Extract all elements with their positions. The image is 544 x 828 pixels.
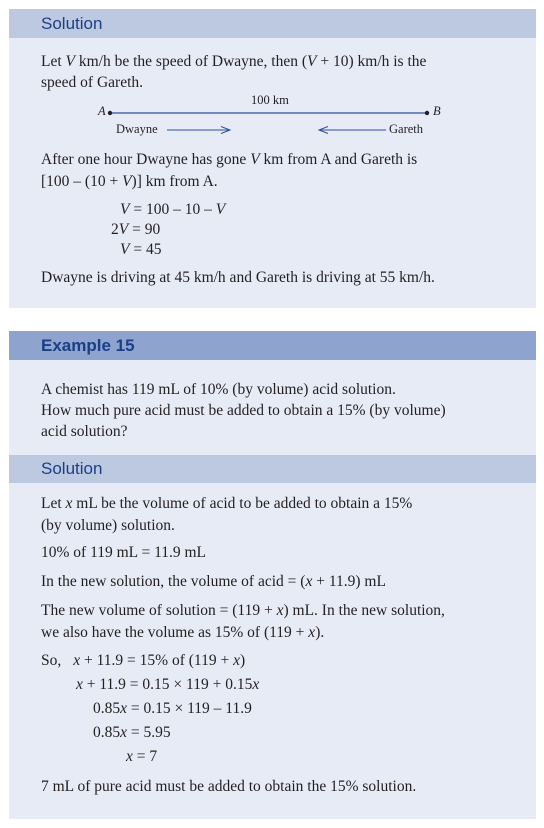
equation-1: V = 100 – 10 – V bbox=[120, 201, 226, 218]
example-line-3: acid solution? bbox=[41, 423, 128, 440]
gareth-label: Gareth bbox=[389, 122, 424, 136]
intro-line-1: Let V km/h be the speed of Dwayne, then (V + 10) km/h is the bbox=[41, 53, 427, 70]
s2-line-1: Let x mL be the volume of acid to be added to obtain a 15% bbox=[41, 495, 413, 512]
dwayne-label: Dwayne bbox=[116, 122, 158, 136]
s2-equation-3: 0.85x = 0.15 × 119 – 11.9 bbox=[93, 700, 252, 717]
s2-line-6: we also have the volume as 15% of (119 + x). bbox=[41, 624, 325, 641]
distance-diagram bbox=[9, 9, 536, 149]
s2-equation-2: x + 11.9 = 0.15 × 119 + 0.15x bbox=[76, 676, 260, 693]
equation-2: 2V = 90 bbox=[111, 221, 161, 238]
after-line-2: [100 – (10 + V)] km from A. bbox=[41, 173, 218, 190]
after-line-1: After one hour Dwayne has gone V km from A and Gareth is bbox=[41, 151, 418, 168]
example-panel bbox=[9, 331, 536, 819]
point-a-dot bbox=[108, 111, 112, 115]
s2-final: 7 mL of pure acid must be added to obtain the 15% solution. bbox=[41, 778, 417, 795]
example-line-2: How much pure acid must be added to obtain a 15% (by volume) bbox=[41, 402, 446, 419]
solution-header-2 bbox=[9, 455, 536, 483]
s2-equation-5: x = 7 bbox=[126, 748, 158, 765]
s2-line-3: 10% of 119 mL = 11.9 mL bbox=[41, 544, 207, 561]
s2-line-2: (by volume) solution. bbox=[41, 517, 175, 534]
s2-line-5: The new volume of solution = (119 + x) mL. In the new solution, bbox=[41, 602, 445, 619]
point-b-label: B bbox=[433, 104, 441, 118]
conclusion: Dwayne is driving at 45 km/h and Gareth is driving at 55 km/h. bbox=[41, 269, 435, 286]
example-heading: Example 15 bbox=[41, 336, 135, 355]
example-header bbox=[9, 331, 536, 360]
example-line-1: A chemist has 119 mL of 10% (by volume) acid solution. bbox=[41, 381, 396, 398]
distance-label: 100 km bbox=[251, 93, 289, 107]
point-a-label: A bbox=[98, 104, 106, 118]
s2-equation-4: 0.85x = 5.95 bbox=[93, 724, 171, 741]
point-b-dot bbox=[425, 111, 429, 115]
s2-line-4: In the new solution, the volume of acid = (x + 11.9) mL bbox=[41, 573, 386, 590]
solution-heading-2: Solution bbox=[41, 459, 103, 478]
solution-heading: Solution bbox=[41, 14, 103, 33]
equation-3: V = 45 bbox=[120, 241, 162, 258]
s2-equation-1: So, x + 11.9 = 15% of (119 + x) bbox=[41, 652, 246, 669]
solution-panel-1 bbox=[9, 9, 536, 308]
intro-line-2: speed of Gareth. bbox=[41, 74, 143, 91]
